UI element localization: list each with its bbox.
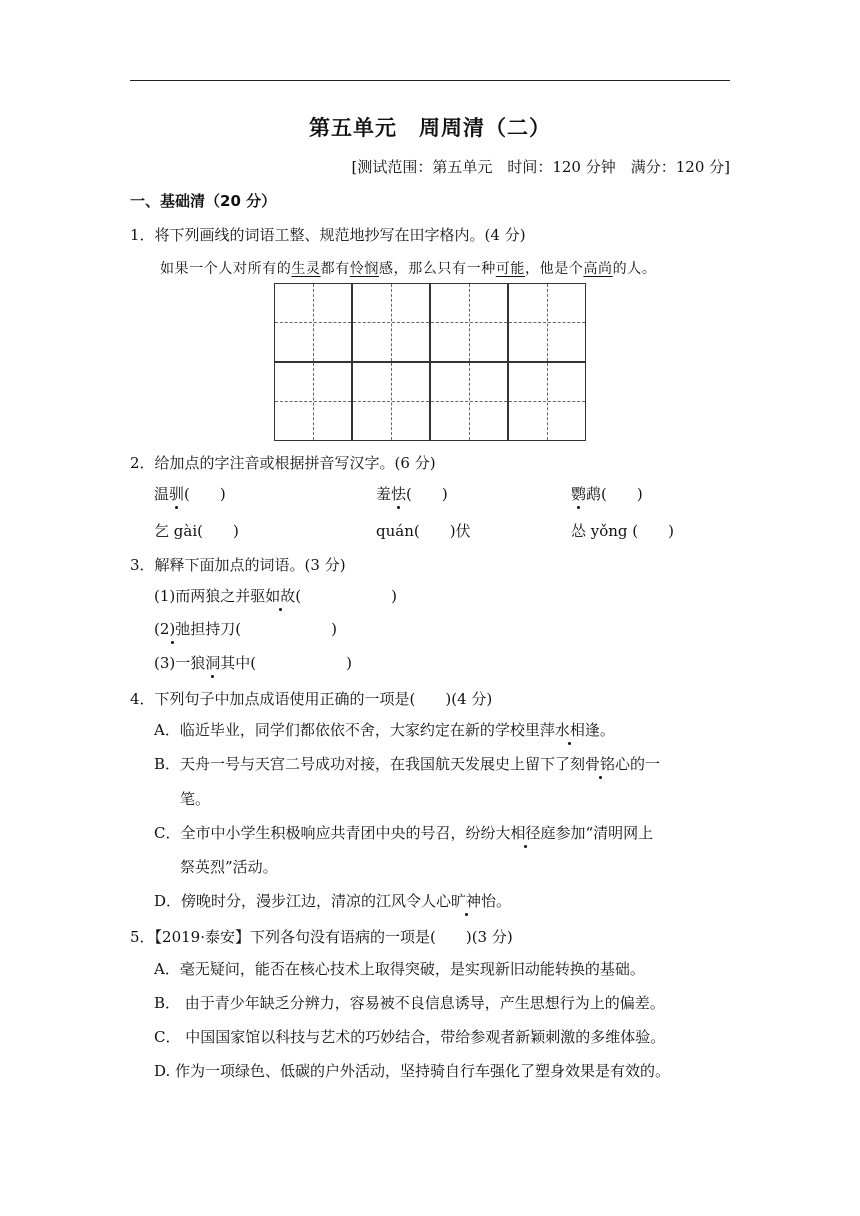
q3-text: (3)一狼 (154, 654, 206, 672)
q2-item-c (571, 483, 643, 504)
grid-cell[interactable] (430, 362, 508, 441)
dotted-idiom: 刻骨铭心 (570, 755, 631, 773)
q2-item-b (376, 483, 448, 504)
tian-zi-grid (274, 283, 586, 441)
q2-item-d[interactable]: 乞 gài( ) (154, 522, 239, 540)
sentence-part: 如果一个人对所有的 (160, 261, 292, 277)
underlined-word-2: 怜悯 (349, 261, 380, 277)
q2-item-f[interactable]: 怂 yǒng ( ) (571, 522, 675, 540)
option-text: C．全市中小学生积极响应共青团中央的号召，纷纷 (154, 824, 496, 842)
q2-blank[interactable]: ( ) (184, 485, 226, 503)
grid-cell[interactable] (430, 283, 508, 362)
q2-blank[interactable]: 鹉( ) (586, 485, 643, 503)
option-text: D．傍晚时分，漫步江边，清凉的江风令人 (154, 892, 437, 910)
dotted-char: 驯 (169, 485, 185, 503)
q3-item-3 (154, 652, 352, 673)
underlined-word-4: 高尚 (583, 261, 613, 277)
q3-blank[interactable]: ( ) (295, 587, 397, 605)
q4-option-d[interactable] (154, 890, 511, 911)
q3-blank[interactable]: 其中( ) (220, 654, 352, 672)
q2-text: 温 (154, 485, 170, 503)
underlined-word-1: 生灵 (291, 261, 321, 277)
sentence-part: 的人。 (612, 261, 657, 277)
q3-item-1 (154, 585, 397, 606)
q2-item-a (154, 483, 226, 504)
q3-item-2 (154, 618, 337, 639)
dotted-idiom: 心旷神怡 (436, 892, 497, 910)
question-1-prompt: 1．将下列画线的词语工整、规范地抄写在田字格内。(4 分) (130, 226, 526, 244)
dotted-char: 鹦 (571, 485, 587, 503)
grid-cell[interactable] (508, 362, 586, 441)
top-rule (130, 80, 730, 81)
question-4-prompt: 4．下列句子中加点成语使用正确的一项是( )(4 分) (130, 690, 493, 708)
q4-option-a[interactable] (154, 719, 615, 740)
option-text: 。 (599, 721, 615, 739)
option-text: 参加“清明网上 (555, 824, 654, 842)
q4-option-c-cont: 祭英烈”活动。 (180, 858, 278, 876)
dotted-word: (2)弛 (154, 620, 191, 638)
option-text: 的一 (630, 755, 661, 773)
grid-cell[interactable] (274, 362, 352, 441)
section-heading (130, 190, 276, 211)
q3-blank[interactable]: 担持刀( ) (190, 620, 337, 638)
grid-cell[interactable] (352, 362, 430, 441)
dotted-word: 如故 (265, 587, 296, 605)
test-meta: [测试范围：第五单元 时间：120 分钟 满分：120 分] (351, 158, 730, 176)
option-text: 。 (496, 892, 512, 910)
q2-text: 羞 (376, 485, 392, 503)
dotted-word: 洞 (205, 654, 221, 672)
q5-option-c[interactable]: C． 中国国家馆以科技与艺术的巧妙结合，带给参观者新颖刺激的多维体验。 (154, 1028, 666, 1046)
grid-cell[interactable] (508, 283, 586, 362)
question-3-prompt: 3．解释下面加点的词语。(3 分) (130, 556, 346, 574)
dotted-idiom: 萍水相逢 (539, 721, 600, 739)
option-text: B．天舟一号与天宫二号成功对接，在我国航天发展史上留下了 (154, 755, 571, 773)
dotted-char: 怯 (391, 485, 407, 503)
question-1-sentence (160, 258, 656, 278)
section-label: 一、基础清（20 分） (130, 192, 277, 210)
sentence-part: 感，那么只有一种 (379, 261, 496, 277)
question-2-prompt: 2．给加点的字注音或根据拼音写汉字。(6 分) (130, 454, 436, 472)
underlined-word-3: 可能 (495, 261, 526, 277)
q2-item-e[interactable]: quán( )伏 (376, 522, 471, 540)
sentence-part: ，他是个 (525, 261, 584, 277)
grid-cell[interactable] (352, 283, 430, 362)
q5-option-a[interactable]: A．毫无疑问，能否在核心技术上取得突破，是实现新旧动能转换的基础。 (154, 960, 645, 978)
page-title: 第五单元 周周清（二） (309, 116, 551, 140)
q5-option-b[interactable]: B． 由于青少年缺乏分辨力，容易被不良信息诱导，产生思想行为上的偏差。 (154, 994, 665, 1012)
grid-cell[interactable] (274, 283, 352, 362)
dotted-idiom: 大相径庭 (495, 824, 556, 842)
sentence-part: 都有 (320, 261, 350, 277)
q5-option-d[interactable]: D. 作为一项绿色、低碳的户外活动，坚持骑自行车强化了塑身效果是有效的。 (154, 1062, 671, 1080)
q2-blank[interactable]: ( ) (406, 485, 448, 503)
q4-option-c[interactable] (154, 822, 653, 843)
q4-option-b-cont: 笔。 (180, 790, 211, 808)
q3-text: (1)而两狼之并驱 (154, 587, 266, 605)
q4-option-b[interactable] (154, 753, 660, 774)
question-5-prompt: 5．【2019·泰安】下列各句没有语病的一项是( )(3 分) (130, 928, 513, 946)
option-text: A．临近毕业，同学们都依依不舍，大家约定在新的学校里 (154, 721, 540, 739)
